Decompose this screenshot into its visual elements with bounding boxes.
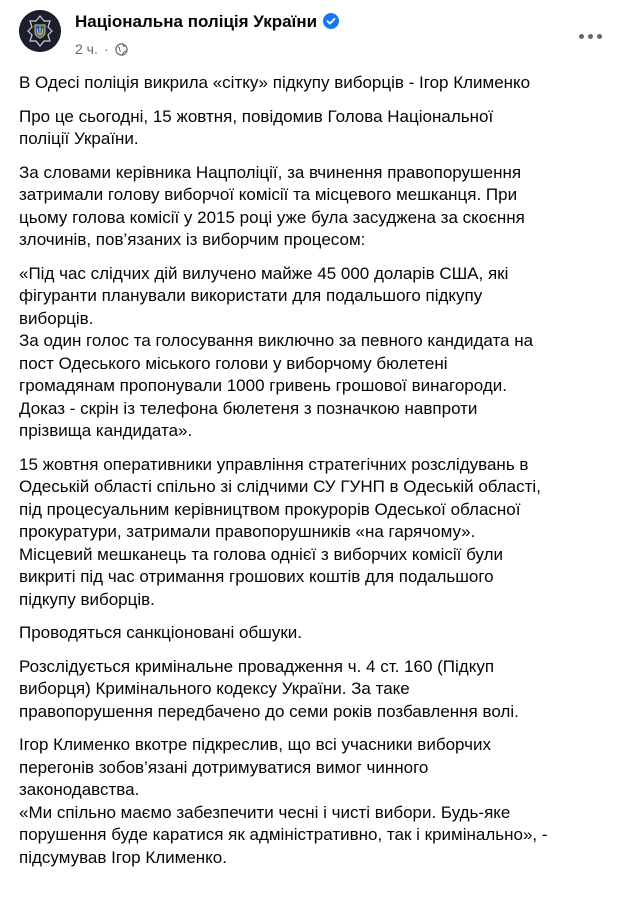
- post-paragraph: [19, 72, 611, 95]
- text-line: 15 жовтня оперативники управління стратегічних розслідувань в: [19, 454, 529, 474]
- more-options-button[interactable]: [572, 22, 608, 48]
- text-line: За один голос та голосування виключно за певного кандидата на: [19, 331, 534, 350]
- verified-badge-icon: [323, 13, 339, 29]
- text-line: Ігор Клименко вкотре підкреслив, що всі учасники виборчих: [19, 735, 491, 754]
- post-text: [19, 72, 611, 880]
- text-line: поліції України.: [19, 129, 139, 148]
- post-paragraph: [19, 734, 611, 869]
- text-line: злочинів, пов’язаних із виборчим процесом:: [19, 230, 366, 249]
- post-paragraph: [19, 656, 611, 724]
- text-line: «Ми спільно маємо забезпечити чесні і чисті вибори. Будь-яке: [19, 802, 511, 822]
- text-line: Доказ - скрін із телефона бюлетеня з позначкою навпроти: [19, 398, 478, 418]
- text-line: цьому голова комісії у 2015 році уже була засуджена за скоєння: [19, 207, 525, 227]
- text-line: перегонів зобов’язані дотримуватися вимог чинного: [19, 757, 429, 777]
- text-line: «Під час слідчих дій вилучено майже 45 000 доларів США, які: [19, 263, 509, 283]
- post-paragraph: [19, 454, 611, 612]
- text-line: Місцевий мешканець та голова однієї з виборчих комісії були: [19, 544, 504, 564]
- text-line: підсумував Ігор Клименко.: [19, 847, 227, 867]
- text-line: законодавства.: [19, 780, 140, 799]
- text-line: правопорушення передбачено до семи років позбавлення волі.: [19, 701, 519, 721]
- text-line: виборців.: [19, 308, 94, 328]
- text-line: під процесуальним керівництвом прокурорів Одеської обласної: [19, 499, 521, 519]
- text-line: прізвища кандидата».: [19, 421, 193, 440]
- text-line: викриті під час отримання грошових коштів для подальшого: [19, 567, 494, 586]
- text-line: фігуранти планували використати для подальшого підкупу: [19, 286, 483, 305]
- text-line: В Одесі поліція викрила «сітку» підкупу виборців - Ігор Клименко: [19, 73, 531, 92]
- post-header: [0, 0, 622, 70]
- page-avatar[interactable]: [19, 10, 61, 52]
- text-line: підкупу виборців.: [19, 589, 155, 609]
- text-line: За словами керівника Нацполіції, за вчинення правопорушення: [19, 162, 522, 182]
- post-meta: [75, 40, 128, 58]
- post-paragraph: [19, 622, 611, 645]
- page-name-link[interactable]: [75, 12, 339, 32]
- page-name[interactable]: Національна поліція України: [75, 12, 318, 31]
- text-line: пост Одеського міського голови у виборчому бюлетені: [19, 353, 448, 373]
- globe-icon[interactable]: [115, 42, 128, 55]
- text-line: порушення буде каратися як адміністративно, так і кримінально», -: [19, 825, 548, 844]
- more-horizontal-icon: [577, 26, 604, 44]
- text-line: громадянам пропонували 1000 гривень грошової винагороди.: [19, 376, 507, 395]
- police-logo-icon: [19, 10, 61, 52]
- text-line: виборця) Кримінального кодексу України. За таке: [19, 679, 410, 698]
- text-line: Проводяться санкціоновані обшуки.: [19, 623, 303, 642]
- text-line: затримали голову виборчої комісії та місцевого мешканця. При: [19, 185, 518, 204]
- text-line: Одеській області спільно зі слідчими СУ ГУНП в Одеській області,: [19, 477, 541, 496]
- post-timestamp[interactable]: 2 ч.: [75, 41, 98, 57]
- post-paragraph: [19, 263, 611, 443]
- post-paragraph: [19, 106, 611, 151]
- text-line: прокуратури, затримали правопорушників «на гарячому».: [19, 522, 476, 541]
- post-paragraph: [19, 162, 611, 252]
- text-line: Розслідується кримінальне провадження ч. 4 ст. 160 (Підкуп: [19, 656, 495, 676]
- text-line: Про це сьогодні, 15 жовтня, повідомив Голова Національної: [19, 106, 494, 126]
- meta-separator: ·: [103, 41, 109, 57]
